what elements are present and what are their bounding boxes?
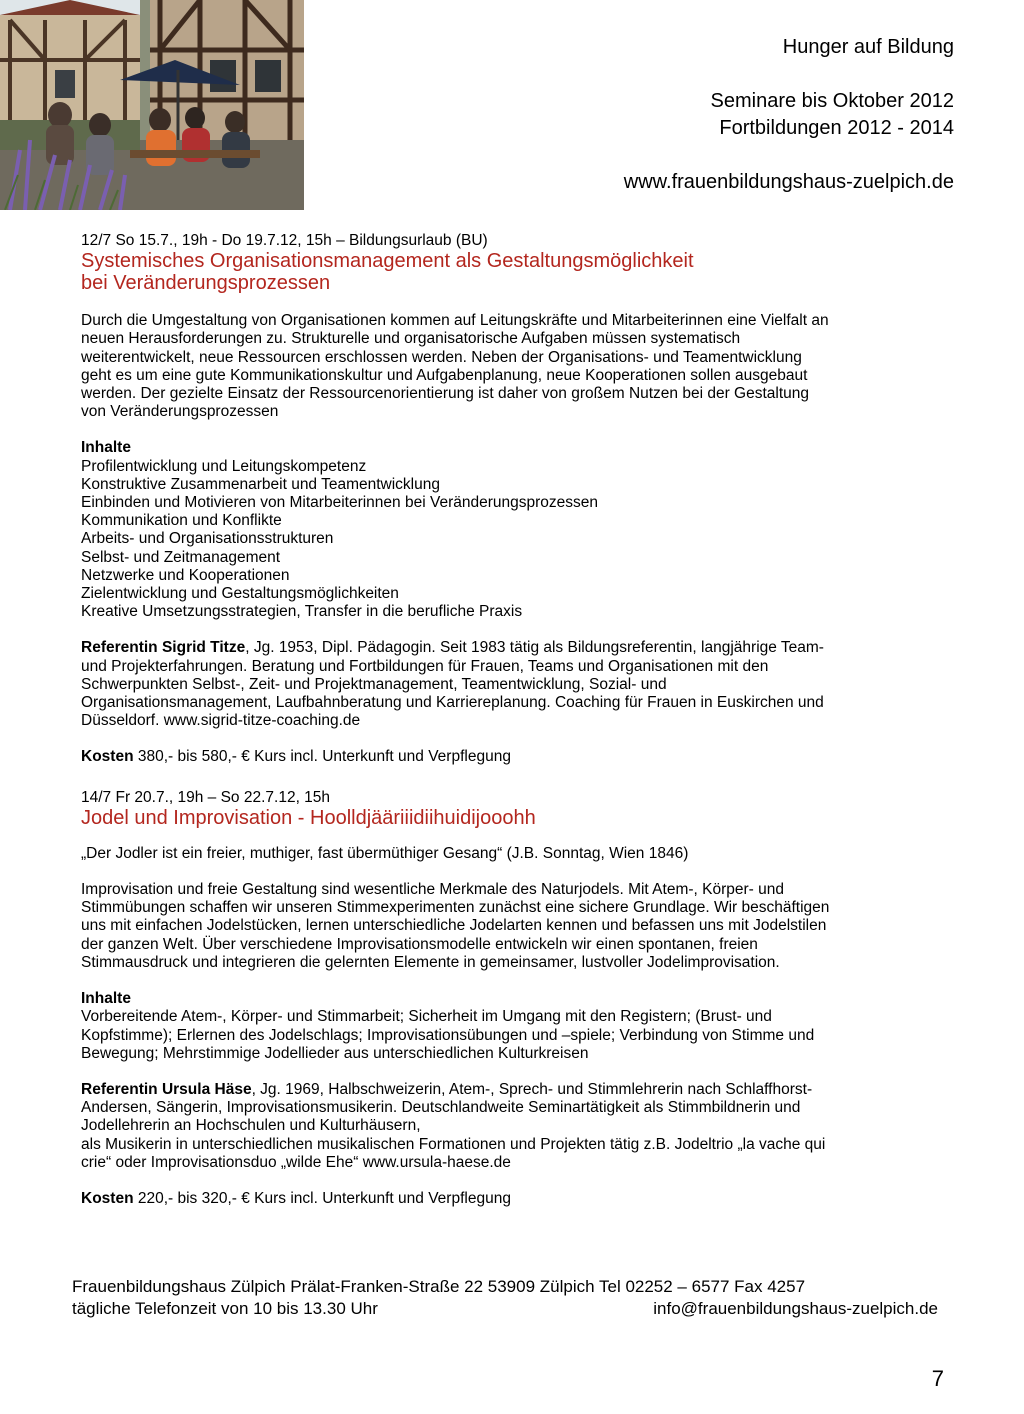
- seminar-2-speaker: [81, 1081, 951, 1172]
- seminar-2-meta: 14/7 Fr 20.7., 19h – So 22.7.12, 15h: [81, 788, 331, 806]
- header-tagline: Hunger auf Bildung: [782, 36, 954, 58]
- seminar-1-cost-label: Kosten: [81, 748, 134, 766]
- seminar-2-title: Jodel und Improvisation - Hoolldjääriiidiihuidijooohh: [81, 806, 536, 829]
- seminar-2-description-line: uns mit einfachen Jodelstücken, lernen unterschiedliche Jodelarten kennen und befassen uns mit Jodelstilen: [81, 917, 827, 935]
- seminar-2-speaker-bio-line: , Jg. 1969, Halbschweizerin, Atem-, Sprech- und Stimmlehrerin nach Schlaffhorst-: [251, 1080, 813, 1098]
- seminar-1-title-line1: Systemisches Organisationsmanagement als Gestaltungsmöglichkeit: [81, 250, 694, 273]
- seminar-2-cost-label: Kosten: [81, 1189, 134, 1207]
- seminar-1: [81, 232, 951, 767]
- header-trainings: Fortbildungen 2012 - 2014: [719, 117, 954, 139]
- seminar-2-description-line: Improvisation und freie Gestaltung sind wesentliche Merkmale des Naturjodels. Mit Atem-, Körper- und: [81, 881, 784, 899]
- document-footer: [72, 1276, 938, 1320]
- seminar-2-quote: „Der Jodler ist ein freier, muthiger, fast übermüthiger Gesang“ (J.B. Sonntag, Wien 1846): [81, 844, 689, 862]
- seminar-2: [81, 789, 951, 1208]
- seminar-1-meta: 12/7 So 15.7., 19h - Do 19.7.12, 15h – Bildungsurlaub (BU): [81, 232, 488, 249]
- seminar-1-contents-heading: Inhalte: [81, 439, 131, 457]
- seminar-1-description-line: neuen Herausforderungen zu. Strukturelle und organisatorische Aufgaben müssen systematisch: [81, 330, 741, 348]
- seminar-2-cost: [81, 1190, 951, 1208]
- seminar-1-speaker-bio-line: Schwerpunkten Selbst-, Zeit- und Projektmanagement, Teamentwicklung, Sozial- und: [81, 675, 667, 693]
- seminar-1-description-line: weiterentwickelt, neue Ressourcen erschlossen werden. Neben der Organisations- und Teamentwicklung: [81, 348, 802, 366]
- courtyard-photo: [0, 0, 304, 210]
- seminar-2-speaker-bio-line: crie“ oder Improvisationsduo „wilde Ehe“ www.ursula-haese.de: [81, 1153, 511, 1171]
- header-website: www.frauenbildungshaus-zuelpich.de: [623, 171, 954, 193]
- seminar-2-contents-line: Bewegung; Mehrstimmige Jodellieder aus unterschiedlichen Kulturkreisen: [81, 1044, 589, 1062]
- seminar-2-description-line: Stimmausdruck und integrieren die gelernten Elemente in gemeinsamer, lustvoller Jodelimprovisation.: [81, 953, 780, 971]
- list-item: Arbeits- und Organisationsstrukturen: [81, 530, 334, 548]
- seminar-2-description-line: Stimmübungen schaffen wir unseren Stimmexperimenten zunächst eine sichere Grundlage. Wir beschäftigen: [81, 899, 830, 917]
- document-header: [624, 34, 954, 196]
- seminar-2-contents: [81, 1008, 951, 1063]
- seminar-1-description-line: werden. Der gezielte Einsatz der Ressourcenorientierung ist daher von großem Nutzen bei der Gestaltung: [81, 385, 810, 403]
- footer-address: Frauenbildungshaus Zülpich Prälat-Franken-Straße 22 53909 Zülpich Tel 02252 – 6577 Fax 4257: [72, 1277, 806, 1296]
- seminar-2-speaker-bio-line: Jodellehrerin an Hochschulen und Kulturhäusern,: [81, 1117, 421, 1135]
- list-item: Zielentwicklung und Gestaltungsmöglichkeiten: [81, 585, 399, 603]
- list-item: Konstruktive Zusammenarbeit und Teamentwicklung: [81, 475, 440, 493]
- seminar-1-speaker-bio-line: und Projekterfahrungen. Beratung und Fortbildungen für Frauen, Teams und Organisationen mit den: [81, 657, 769, 675]
- seminar-1-description: [81, 312, 951, 421]
- footer-email: info@frauenbildungshaus-zuelpich.de: [653, 1299, 938, 1318]
- list-item: Kommunikation und Konflikte: [81, 512, 282, 530]
- page-number: 7: [931, 1366, 944, 1391]
- list-item: Einbinden und Motivieren von Mitarbeiterinnen bei Veränderungsprozessen: [81, 494, 598, 512]
- seminar-1-cost: [81, 748, 951, 766]
- list-item: Netzwerke und Kooperationen: [81, 566, 290, 584]
- seminar-1-description-line: geht es um eine gute Kommunikationskultur und Aufgabenplanung, neue Kooperationen sollen ausgebaut: [81, 366, 808, 384]
- seminar-1-speaker-bio-line: Düsseldorf. www.sigrid-titze-coaching.de: [81, 712, 361, 730]
- seminar-2-contents-heading: Inhalte: [81, 990, 131, 1008]
- seminar-2-contents-line: Kopfstimme); Erlernen des Jodelschlags; Improvisationsübungen und –spiele; Verbindung von Stimme und: [81, 1026, 815, 1044]
- header-seminars: Seminare bis Oktober 2012: [710, 90, 954, 112]
- seminar-1-description-line: Durch die Umgestaltung von Organisationen kommen auf Leitungskräfte und Mitarbeiterinnen eine Vielfalt an: [81, 312, 829, 330]
- seminar-1-contents-list: [81, 458, 951, 622]
- seminar-2-speaker-bio-line: als Musikerin in unterschiedlichen musikalischen Formationen und Projekten tätig z.B. Jodeltrio „la vache qui: [81, 1135, 826, 1153]
- footer-phone-hours: tägliche Telefonzeit von 10 bis 13.30 Uhr: [72, 1299, 378, 1318]
- seminar-1-speaker-bio-line: Organisationsmanagement, Laufbahnberatung und Karriereplanung. Coaching für Frauen in Euskirchen und: [81, 694, 824, 712]
- seminar-1-speaker-bio-line: , Jg. 1953, Dipl. Pädagogin. Seit 1983 tätig als Bildungsreferentin, langjährige Team-: [245, 639, 824, 657]
- seminar-1-speaker-name: Referentin Sigrid Titze: [81, 639, 246, 657]
- seminar-2-contents-line: Vorbereitende Atem-, Körper- und Stimmarbeit; Sicherheit im Umgang mit den Registern; (Brust- und: [81, 1008, 772, 1026]
- list-item: Selbst- und Zeitmanagement: [81, 548, 281, 566]
- seminar-1-title-line2: bei Veränderungsprozessen: [81, 272, 331, 295]
- seminar-1-speaker: [81, 639, 951, 730]
- seminar-2-speaker-bio-line: Andersen, Sängerin, Improvisationsmusikerin. Deutschlandweite Seminartätigkeit als Stimmbildnerin und: [81, 1099, 801, 1117]
- seminar-1-description-line: von Veränderungsprozessen: [81, 403, 279, 421]
- list-item: Profilentwicklung und Leitungskompetenz: [81, 457, 367, 475]
- seminar-2-description-line: der ganzen Welt. Über verschiedene Improvisationsmodelle entwickeln wir einen spontanen, freien: [81, 935, 758, 953]
- document-body: [81, 232, 951, 1208]
- seminar-2-cost-text: 220,- bis 320,- € Kurs incl. Unterkunft und Verpflegung: [133, 1189, 511, 1207]
- seminar-2-description: [81, 881, 951, 972]
- list-item: Kreative Umsetzungsstrategien, Transfer in die berufliche Praxis: [81, 603, 523, 621]
- seminar-2-speaker-name: Referentin Ursula Häse: [81, 1080, 252, 1098]
- seminar-1-cost-text: 380,- bis 580,- € Kurs incl. Unterkunft und Verpflegung: [133, 748, 511, 766]
